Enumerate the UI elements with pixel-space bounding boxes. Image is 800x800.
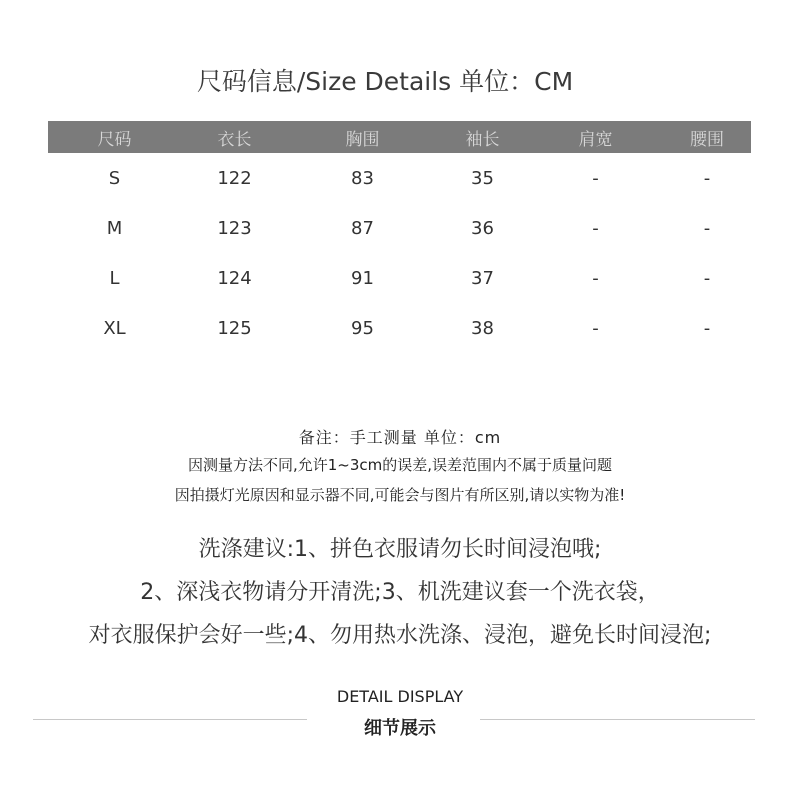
header-sleeve: 袖长 [465,129,500,150]
cell-shoulder: - [592,317,599,339]
cell-sleeve: 35 [471,167,494,189]
wash-advice-line-3: 对衣服保护会好一些;4、勿用热水洗涤、浸泡，避免长时间浸泡; [88,623,712,648]
cell-size: S [108,167,121,189]
cell-shoulder: - [592,217,599,239]
cell-waist: - [703,167,711,189]
note-color-difference: 因拍摄灯光原因和显示器不同,可能会与图片有所区别,请以实物为准! [174,486,626,504]
cell-shoulder: - [592,267,599,289]
cell-sleeve: 36 [471,217,494,239]
cell-chest: 87 [351,217,374,239]
cell-chest: 91 [351,267,374,289]
table-row [48,253,751,303]
header-length: 衣长 [217,129,252,150]
cell-length: 125 [217,317,252,339]
cell-size: M [106,217,123,239]
detail-display-subheading: 细节展示 [364,718,436,739]
note-measurement: 备注：手工测量 单位：cm [298,428,502,447]
wash-advice-line-2: 2、深浅衣物请分开清洗;3、机洗建议套一个洗衣袋， [140,580,660,605]
header-waist: 腰围 [690,129,724,150]
detail-display-heading: DETAIL DISPLAY [336,687,464,706]
wash-advice-line-1: 洗涤建议:1、拼色衣服请勿长时间浸泡哦; [198,537,602,562]
note-tolerance: 因测量方法不同,允许1~3cm的误差,误差范围内不属于质量问题 [187,456,613,474]
cell-length: 123 [217,217,252,239]
size-table [48,121,751,353]
cell-length: 124 [217,267,252,289]
cell-chest: 83 [351,167,374,189]
table-row [48,203,751,253]
cell-length: 122 [217,167,252,189]
cell-waist: - [703,217,711,239]
page-title: 尺码信息/Size Details 单位：CM [196,67,574,96]
table-row [48,303,751,353]
cell-shoulder: - [592,167,599,189]
cell-chest: 95 [351,317,374,339]
cell-size: XL [103,317,126,339]
cell-waist: - [703,317,711,339]
cell-size: L [109,267,120,289]
cell-sleeve: 37 [471,267,494,289]
header-shoulder: 肩宽 [578,129,613,150]
header-size: 尺码 [97,129,132,150]
table-header-row [48,121,751,153]
cell-sleeve: 38 [471,317,494,339]
cell-waist: - [703,267,711,289]
table-row [48,153,751,203]
header-chest: 胸围 [345,129,380,150]
